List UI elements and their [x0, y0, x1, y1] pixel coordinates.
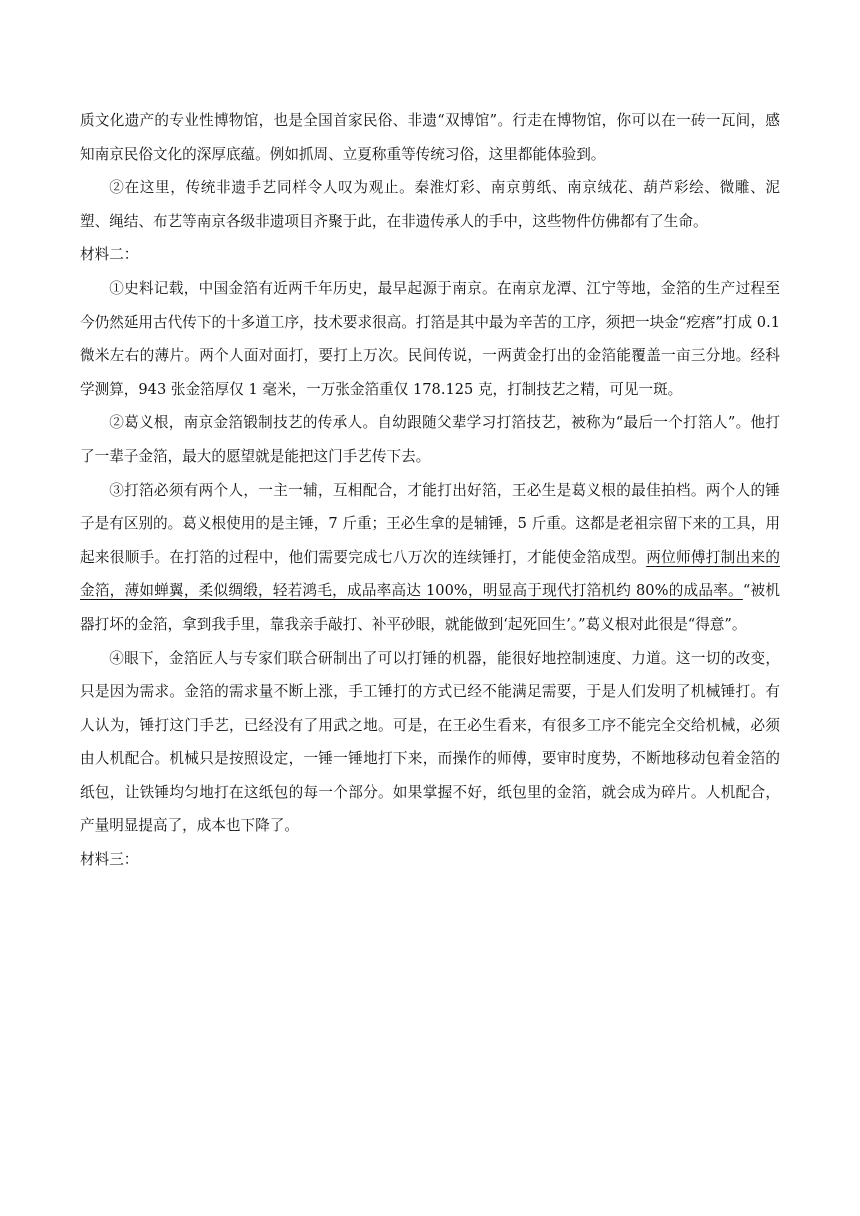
paragraph-ge-yigen: ②葛义根，南京金箔锻制技艺的传承人。自幼跟随父辈学习打箔技艺，被称为“最后一个打箔人”。他打了一辈子金箔，最大的愿望就是能把这门手艺传下去。 [80, 414, 780, 465]
paragraph-intangible-crafts: ②在这里，传统非遗手艺同样令人叹为观止。秦淮灯彩、南京剪纸、南京绒花、葫芦彩绘、微雕、泥塑、绳结、布艺等南京各级非遗项目齐聚于此，在非遗传承人的手中，这些物件仿佛都有了生命。 [80, 179, 780, 230]
document-body [80, 104, 780, 877]
paragraph-two-craftsmen-quote: “被机器打坏的金箔，拿到我手里，靠我亲手敲打、补平砂眼，就能做到‘起死回生’。”葛义根对此很是“得意”。 [80, 582, 780, 633]
underlined-sentence: 两位师傅打制出来的金箔，薄如蝉翼，柔似绸缎，轻若鸿毛，成品率高达 100%，明显高于现代打箔机约 80%的成品率。 [80, 548, 780, 600]
paragraph-two-craftsmen [80, 474, 780, 642]
paragraph-gold-foil-history: ①史料记载，中国金箔有近两千年历史，最早起源于南京。在南京龙潭、江宁等地，金箔的生产过程至今仍然延用古代传下的十多道工序，技术要求很高。打箔是其中最为辛苦的工序，须把一块金“疙瘩”打成 0.1 微米左右的薄片。两个人面对面打，要打上万次。民间传说，一两黄金打出的金箔能覆盖一亩三分地。经科学测算，943 张金箔厚仅 1 毫米，一万张金箔重仅 178.125 克，打制技艺之精，可见一斑。 [80, 279, 780, 398]
section-heading-material-3: 材料三： [80, 851, 139, 869]
paragraph-two-craftsmen-text: ③打箔必须有两个人，一主一辅，互相配合，才能打出好箔，王必生是葛义根的最佳拍档。两个人的锤子是有区别的。葛义根使用的是主锤，7 斤重；王必生拿的是辅锤，5 斤重。这都是老祖宗留下来的工具，用起来很顺手。在打箔的过程中，他们需要完成七八万次的连续锤打，才能使金箔成型。 [80, 481, 780, 566]
section-heading-material-2: 材料二： [80, 246, 139, 264]
paragraph-machine-cooperation: ④眼下，金箔匠人与专家们联合研制出了可以打锤的机器，能很好地控制速度、力道。这一切的改变，只是因为需求。金箔的需求量不断上涨，手工锤打的方式已经不能满足需要，于是人们发明了机械锤打。有人认为，锤打这门手艺，已经没有了用武之地。可是，在王必生看来，有很多工序不能完全交给机械，必须由人机配合。机械只是按照设定，一锤一锤地打下来，而操作的师傅，要审时度势，不断地移动包着金箔的纸包，让铁锤均匀地打在这纸包的每一个部分。如果掌握不好，纸包里的金箔，就会成为碎片。人机配合，产量明显提高了，成本也下降了。 [80, 649, 780, 835]
paragraph-museum-intro: 质文化遗产的专业性博物馆，也是全国首家民俗、非遗“双博馆”。行走在博物馆，你可以在一砖一瓦间，感知南京民俗文化的深厚底蕴。例如抓周、立夏称重等传统习俗，这里都能体验到。 [80, 112, 780, 163]
